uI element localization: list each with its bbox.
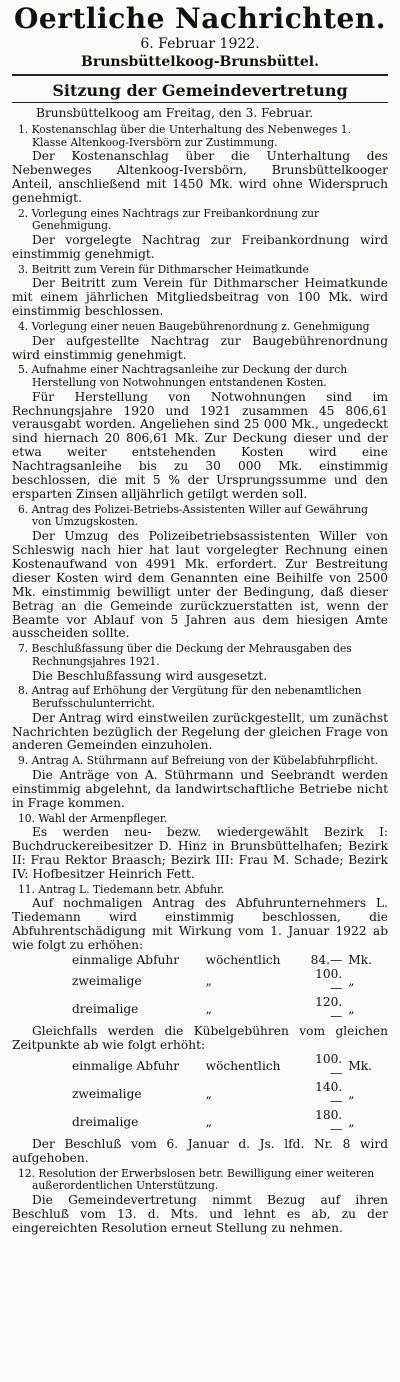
- fee-amount: 100.—: [315, 966, 343, 995]
- agenda-item-10: [12, 813, 388, 882]
- item-text: Die Gemeindevertretung nimmt Bezug auf ihren Beschluß vom 13. d. Mts. und lehnt es ab, zu der eingereichten Resolution erneut Stellung zu nehmen.: [12, 1192, 388, 1235]
- agenda-item-8: [12, 685, 388, 753]
- divider: [12, 74, 388, 76]
- item-heading: 5. Aufnahme einer Nachtragsanleihe zur Deckung der durch Herstellung von Notwohnungen entstandenen Kosten.: [18, 363, 348, 390]
- fee-label: dreimalige: [72, 1001, 139, 1016]
- issue-date: 6. Februar 1922.: [140, 36, 260, 52]
- fee-frequency: wöchentlich: [205, 1059, 281, 1074]
- fee-unit: „: [348, 973, 355, 988]
- item-text: Der Antrag wird einstweilen zurückgestellt, um zunächst Nachrichten bezüglich der Regelung der gleichen Frage von anderen Gemeinden einzuholen.: [12, 710, 388, 753]
- item-text: Der Beitritt zum Verein für Dithmarscher Heimatkunde mit einem jährlichen Mitgliedsbeitrag von 100 Mk. wird einstimmig beschlossen.: [12, 276, 388, 319]
- agenda-item-12: [12, 1168, 388, 1236]
- fee-amount: 140.—: [315, 1080, 343, 1109]
- fee-label: zweimalige: [72, 1087, 142, 1102]
- item-text: Für Herstellung von Notwohnungen sind im Rechnungsjahre 1920 und 1921 zusammen 45 806,61 verausgabt worden. Angeliehen sind 25 000 Mk., ungedeckt sind hiernach 20 806,61 Mk. Zur Deckung dieser und der etwa weiter entstehenden Kosten wird eine Nachtragsanleihe bis zu 30 000 Mk. einstimmig beschlossen, die mit 5 % der Ursprungssumme und den ersparten Zinsen alljährlich getilgt werden soll.: [12, 389, 388, 501]
- fee-amount: 120.—: [315, 994, 343, 1023]
- item-heading: 10. Wahl der Armenpfleger.: [18, 811, 168, 825]
- agenda-item-3: [12, 264, 388, 319]
- resolution-repeal-note: Der Beschluß vom 6. Januar d. Js. lfd. Nr. 8 wird aufgehoben.: [12, 1136, 388, 1165]
- agenda-item-6: [12, 504, 388, 641]
- newspaper-page: [0, 2, 400, 1382]
- item-heading: 8. Antrag auf Erhöhung der Vergütung für den nebenamtlichen Berufsschulunterricht.: [18, 684, 362, 710]
- item-text: Die Beschlußfassung wird ausgesetzt.: [32, 668, 268, 683]
- fee-unit: „: [348, 1001, 355, 1016]
- item-heading: 11. Antrag L. Tiedemann betr. Abfuhr.: [18, 882, 225, 896]
- agenda-item-5: [12, 364, 388, 501]
- fee-frequency: „: [205, 973, 212, 988]
- agenda-item-4: [12, 321, 388, 362]
- section-title: Sitzung der Gemeindevertretung: [52, 81, 348, 100]
- item-text: Die Anträge von A. Stührmann und Seebrandt werden einstimmig abgelehnt, da landwirtschaftliche Betriebe nicht in Frage kommen.: [12, 767, 388, 810]
- fee-frequency: „: [205, 1114, 212, 1129]
- fee-row: [72, 954, 372, 968]
- place-heading: Brunsbüttelkoog-Brunsbüttel.: [81, 54, 319, 70]
- agenda-item-2: [12, 208, 388, 262]
- fee-amount: 84.—: [310, 953, 343, 968]
- item-text: Der vorgelegte Nachtrag zur Freibankordnung wird einstimmig genehmigt.: [12, 232, 388, 261]
- fee-amount: 100.—: [315, 1052, 343, 1081]
- fee-amount: 180.—: [315, 1108, 343, 1136]
- fee-row: [72, 968, 372, 996]
- item-heading: 7. Beschlußfassung über die Deckung der Mehrausgaben des Rechnungsjahres 1921.: [18, 642, 352, 668]
- column-title: Oertliche Nachrichten.: [14, 2, 386, 35]
- item-text: Der aufgestellte Nachtrag zur Baugebührenordnung wird einstimmig genehmigt.: [12, 333, 388, 362]
- fee-label: zweimalige: [72, 973, 142, 988]
- item-text: Es werden neu- bezw. wiedergewählt Bezirk I: Buchdruckereibesitzer D. Hinz in Brunsbüttelhafen; Bezirk II: Frau Rektor Braasch; Bezirk III: Frau M. Schade; Bezirk IV: Hofbesitzer Heinrich Fett.: [12, 825, 388, 881]
- fee-label: dreimalige: [72, 1114, 139, 1129]
- bucket-fee-intro: Gleichfalls werden die Kübelgebühren vom gleichen Zeitpunkte ab wie folgt erhöht:: [12, 1023, 388, 1052]
- fee-row: [72, 996, 372, 1024]
- removal-fee-table: [72, 954, 372, 1024]
- item-heading: 3. Beitritt zum Verein für Dithmarscher Heimatkunde: [18, 262, 309, 276]
- session-intro: Brunsbüttelkoog am Freitag, den 3. Februar.: [36, 106, 314, 120]
- fee-frequency: wöchentlich: [205, 953, 281, 968]
- fee-unit: Mk.: [348, 1059, 372, 1074]
- fee-unit: „: [348, 1114, 355, 1129]
- fee-row: [72, 1081, 372, 1109]
- fee-row: [72, 1053, 372, 1081]
- item-heading: 12. Resolution der Erwerbslosen betr. Bewilligung einer weiteren außerordentlichen Unterstützung.: [18, 1166, 375, 1193]
- item-heading: 1. Kostenanschlag über die Unterhaltung des Nebenweges 1. Klasse Altenkoog-Iversbörn zur Zustimmung.: [18, 122, 351, 149]
- fee-frequency: „: [205, 1087, 212, 1102]
- fee-unit: „: [348, 1087, 355, 1102]
- bucket-fee-table: [72, 1053, 372, 1136]
- fee-label: einmalige Abfuhr: [72, 953, 180, 968]
- agenda-item-9: [12, 755, 388, 810]
- item-text: Auf nochmaligen Antrag des Abfuhrunternehmers L. Tiedemann wird einstimmig beschlossen, die Abfuhrentschädigung mit Wirkung vom 1. Januar 1922 ab wie folgt zu erhöhen:: [12, 896, 388, 953]
- item-text: Der Kostenanschlag über die Unterhaltung des Nebenweges Altenkoog-Iversbörn, Brunsbüttelkooger Anteil, anschließend mit 1450 Mk. wird ohne Widerspruch genehmigt.: [12, 149, 388, 205]
- item-heading: 9. Antrag A. Stührmann auf Befreiung von der Kübelabfuhrpflicht.: [18, 754, 379, 768]
- agenda-item-11: [12, 884, 388, 1166]
- fee-frequency: „: [205, 1001, 212, 1016]
- divider: [12, 102, 388, 103]
- item-heading: 4. Vorlegung einer neuen Baugebührenordnung z. Genehmigung: [18, 320, 370, 334]
- fee-row: [72, 1109, 372, 1137]
- agenda-item-7: [12, 643, 388, 683]
- item-heading: 2. Vorlegung eines Nachtrags zur Freibankordnung zur Genehmigung.: [18, 206, 320, 233]
- agenda-item-1: [12, 124, 388, 206]
- masthead: [12, 2, 388, 71]
- fee-unit: Mk.: [348, 953, 372, 968]
- fee-label: einmalige Abfuhr: [72, 1059, 180, 1074]
- item-text: Der Umzug des Polizeibetriebsassistenten Willer von Schleswig nach hier hat laut vorgelegter Rechnung einen Kostenaufwand von 4991 Mk. erfordert. Zur Bestreitung dieser Kosten wird dem Genannten eine Beihilfe von 2500 Mk. einstimmig bewilligt unter der Bedingung, daß dieser Betrag an die Gemeinde zurückzuerstatten ist, wenn der Beamte vor Ablauf von 5 Jahren aus dem hiesigen Amte ausscheiden sollte.: [12, 529, 388, 641]
- item-heading: 6. Antrag des Polizei-Betriebs-Assistenten Willer auf Gewährung von Umzugskosten.: [18, 502, 368, 529]
